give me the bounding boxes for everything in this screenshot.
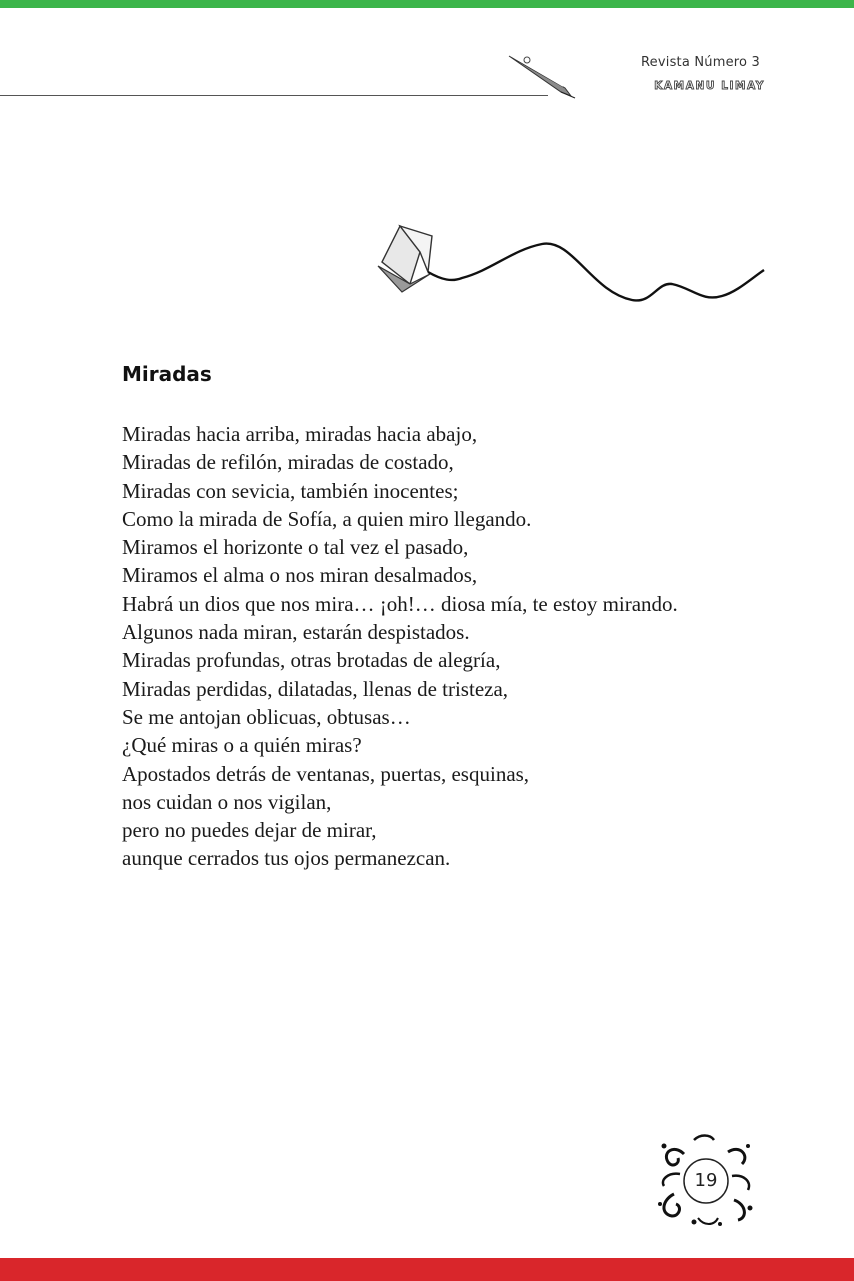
poem-line: Se me antojan oblicuas, obtusas…: [122, 704, 411, 729]
poem-title: Miradas: [122, 362, 212, 386]
header-rule: [0, 95, 548, 96]
poem-line: Miradas de refilón, miradas de costado,: [122, 450, 454, 475]
issue-label: Revista Número 3: [641, 55, 760, 70]
poem-line: Como la mirada de Sofía, a quien miro llegando.: [122, 506, 532, 531]
open-book-with-ribbon-icon: [372, 222, 766, 312]
bottom-accent-bar: [0, 1258, 854, 1281]
poem-line: pero no puedes dejar de mirar,: [122, 818, 377, 843]
poem-line: Miradas con sevicia, también inocentes;: [122, 478, 459, 503]
page-number: 19: [694, 1170, 718, 1191]
poem-line: ¿Qué miras o a quién miras?: [122, 733, 362, 758]
poem-line: Miradas profundas, otras brotadas de alegría,: [122, 648, 501, 673]
top-accent-bar: [0, 0, 854, 8]
poem-line: Miradas hacia arriba, miradas hacia abajo,: [122, 422, 478, 446]
brand-label: KAMANU LIMAY: [654, 80, 765, 92]
poem-line: Miramos el alma o nos miran desalmados,: [122, 563, 478, 588]
poem-line: Miramos el horizonte o tal vez el pasado,: [122, 535, 469, 560]
poem-body: [122, 420, 822, 873]
poem-line: Miradas perdidas, dilatadas, llenas de tristeza,: [122, 676, 509, 701]
poem-line: aunque cerrados tus ojos permanezcan.: [122, 846, 451, 871]
poem-line: Habrá un dios que nos mira… ¡oh!… diosa mía, te estoy mirando.: [122, 591, 678, 616]
fountain-pen-icon: [505, 52, 580, 100]
poem-line: Apostados detrás de ventanas, puertas, esquinas,: [122, 761, 530, 786]
poem-line: Algunos nada miran, estarán despistados.: [122, 620, 470, 645]
poem-line: nos cuidan o nos vigilan,: [122, 789, 332, 814]
